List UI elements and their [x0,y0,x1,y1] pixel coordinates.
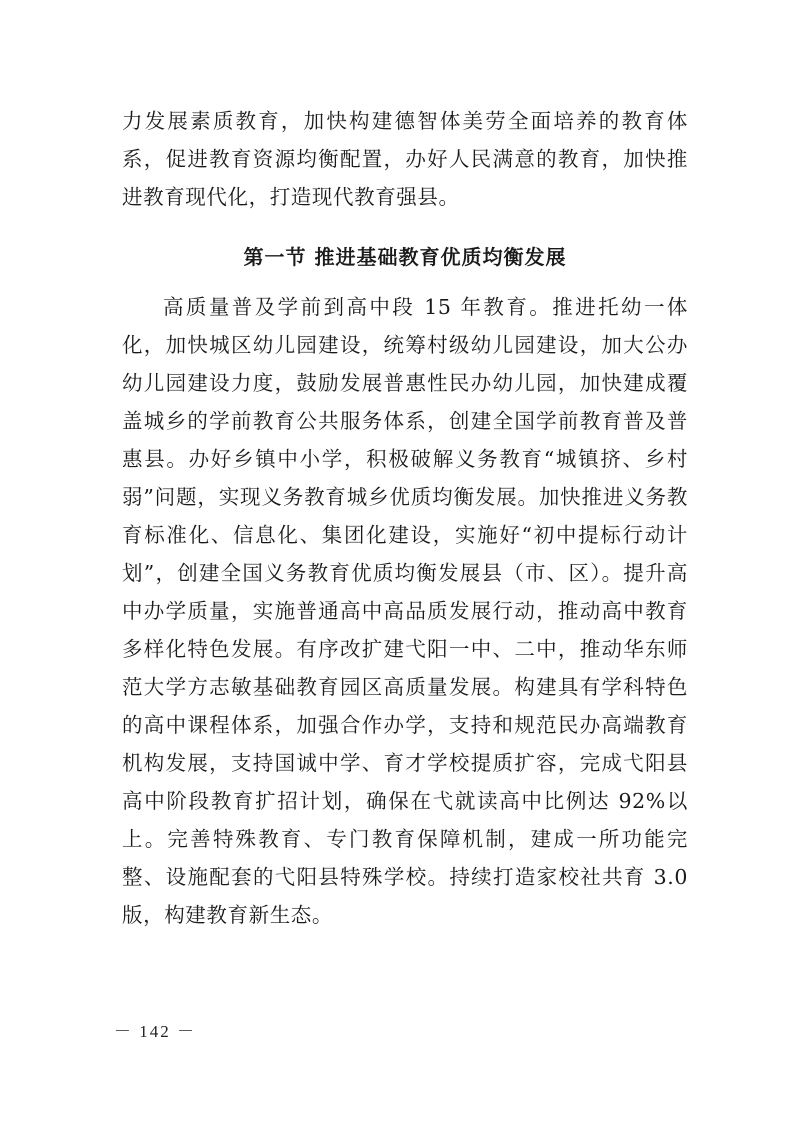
body-paragraph: 高质量普及学前到高中段 15 年教育。推进托幼一体化，加快城区幼儿园建设，统筹村级幼儿园建设，加大公办幼儿园建设力度，鼓励发展普惠性民办幼儿园，加快建成覆盖城乡的学前教育公共服务体系，创建全国学前教育普及普惠县。办好乡镇中小学，积极破解义务教育“城镇挤、乡村弱”问题，实现义务教育城乡优质均衡发展。加快推进义务教育标准化、信息化、集团化建设，实施好“初中提标行动计划”，创建全国义务教育优质均衡发展县（市、区）。提升高中办学质量，实施普通高中高品质发展行动，推动高中教育多样化特色发展。有序改扩建弋阳一中、二中，推动华东师范大学方志敏基础教育园区高质量发展。构建具有学科特色的高中课程体系，加强合作办学，支持和规范民办高端教育机构发展，支持国诚中学、育才学校提质扩容，完成弋阳县高中阶段教育扩招计划，确保在弋就读高中比例达 92%以上。完善特殊教育、专门教育保障机制，建成一所功能完整、设施配套的弋阳县特殊学校。持续打造家校社共育 3.0 版，构建教育新生态。 [122,295,688,927]
section-heading: 第一节 推进基础教育优质均衡发展 [243,245,567,269]
page-number: － 142 － [114,1022,196,1041]
intro-paragraph: 力发展素质教育，加快构建德智体美劳全面培养的教育体系，促进教育资源均衡配置，办好人民满意的教育，加快推进教育现代化，打造现代教育强县。 [122,109,688,209]
